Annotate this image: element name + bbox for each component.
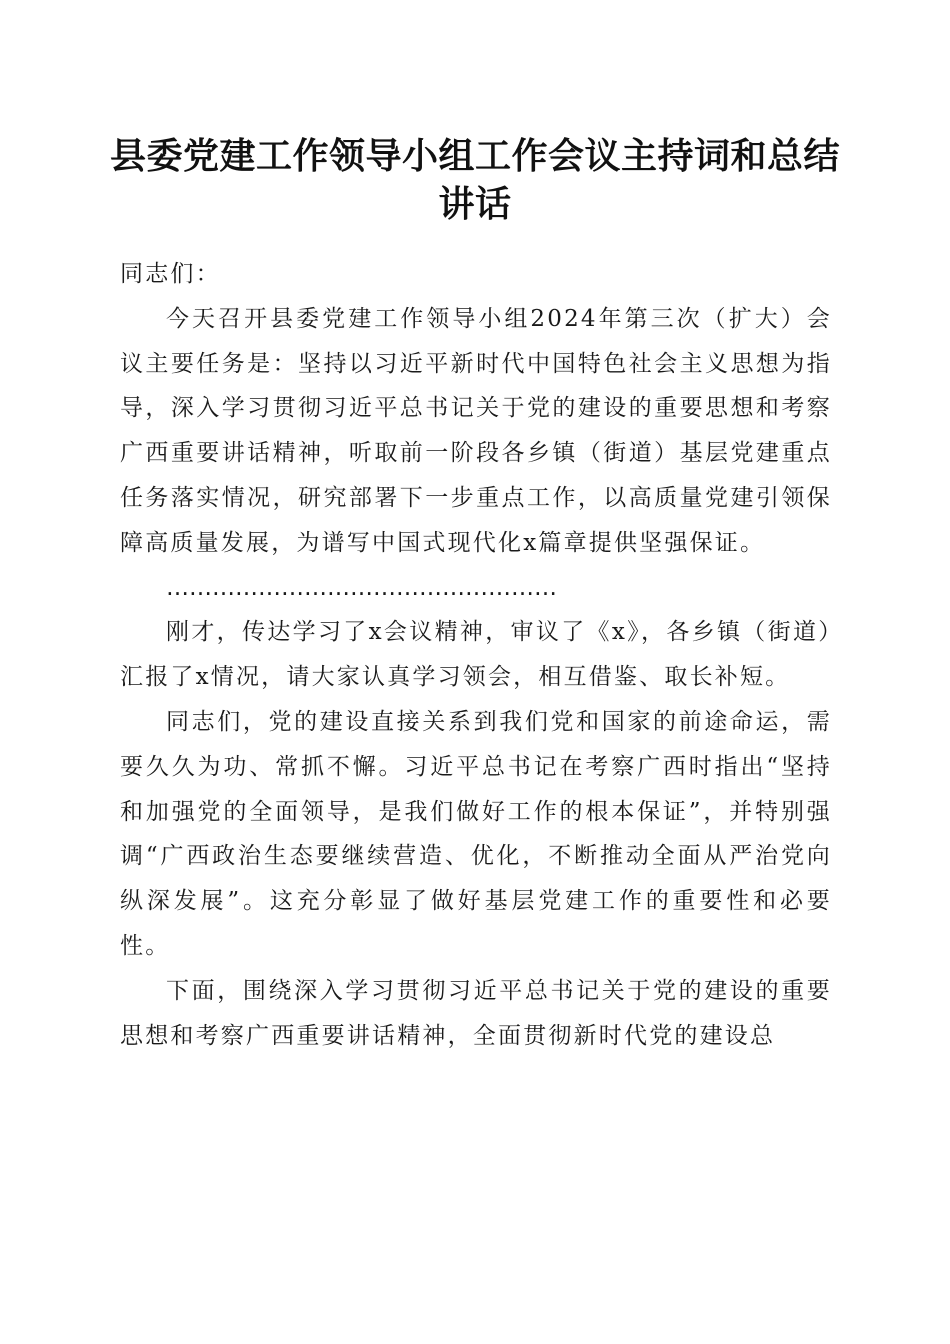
paragraph-importance: 同志们，党的建设直接关系到我们党和国家的前途命运，需要久久为功、常抓不懈。习近平总书记在考察广西时指出“坚持和加强党的全面领导，是我们做好工作的根本保证”，并特别强调“广西政治生态要继续营造、优化，不断推动全面从严治党向纵深发展”。这充分彰显了做好基层党建工作的重要性和必要性。 [120, 708, 832, 959]
paragraph-next-section: 下面，围绕深入学习贯彻习近平总书记关于党的建设的重要思想和考察广西重要讲话精神，全面贯彻新时代党的建设总 [120, 977, 832, 1049]
document-title: 县委党建工作领导小组工作会议主持词和总结讲话 [109, 135, 840, 225]
document-body [120, 252, 832, 1058]
omission-ellipsis: …………………………………………… [166, 574, 557, 601]
paragraph-opening: 今天召开县委党建工作领导小组2024年第三次（扩大）会议主要任务是：坚持以习近平新时代中国特色社会主义思想为指导，深入学习贯彻习近平总书记关于党的建设的重要思想和考察广西重要讲话精神，听取前一阶段各乡镇（街道）基层党建重点任务落实情况，研究部署下一步重点工作，以高质量党建引领保障高质量发展，为谱写中国式现代化x篇章提供坚强保证。 [120, 305, 832, 556]
salutation: 同志们： [120, 261, 221, 287]
paragraph-review: 刚才，传达学习了x会议精神，审议了《x》，各乡镇（街道）汇报了x情况，请大家认真学习领会，相互借鉴、取长补短。 [120, 619, 832, 691]
